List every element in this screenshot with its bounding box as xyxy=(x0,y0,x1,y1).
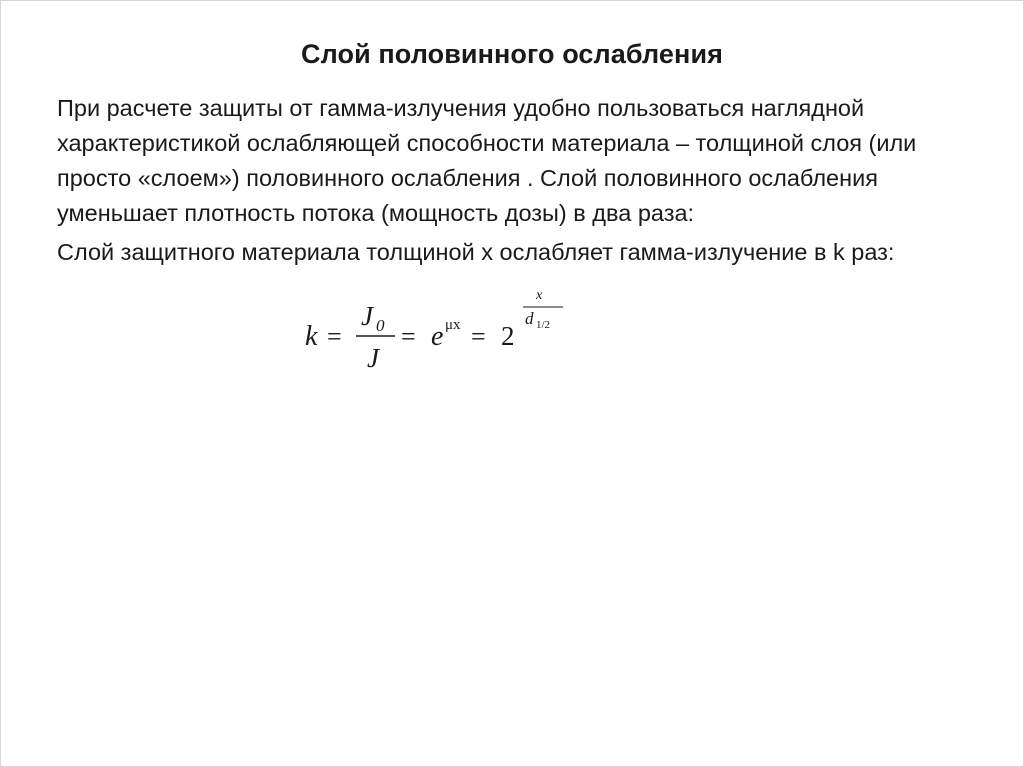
formula-numerator-sub: 0 xyxy=(376,316,385,335)
slide-title: Слой половинного ослабления xyxy=(301,39,723,69)
formula-power-numerator: x xyxy=(536,288,543,303)
formula-power-denominator-sub: 1/2 xyxy=(536,319,551,331)
formula-power-denominator: d xyxy=(525,309,534,328)
paragraph-shield-thickness: Слой защитного материала толщиной x ослабляет гамма-излучение в k раз: xyxy=(57,239,895,265)
formula-k: k xyxy=(305,321,318,352)
formula-equals-3: = xyxy=(471,322,486,351)
formula-equals-1: = xyxy=(327,322,342,351)
paragraph-half-value-layer: При расчете защиты от гамма-излучения удобно пользоваться наглядной характеристикой ослабляющей способности материала – толщиной слоя (или просто «слоем») половинного ослабления . Слой половинного ослабления уменьшает плотность потока (мощность дозы) в два раза: xyxy=(57,95,917,226)
formula-exp-base: e xyxy=(431,321,444,352)
attenuation-formula xyxy=(303,287,573,377)
formula-denominator-j: J xyxy=(367,343,379,373)
formula-equals-2: = xyxy=(401,322,416,351)
formula-numerator-j: J xyxy=(361,301,373,331)
formula-exp-power: μx xyxy=(445,317,461,333)
slide-body xyxy=(57,91,977,270)
formula-base-2: 2 xyxy=(501,321,515,351)
